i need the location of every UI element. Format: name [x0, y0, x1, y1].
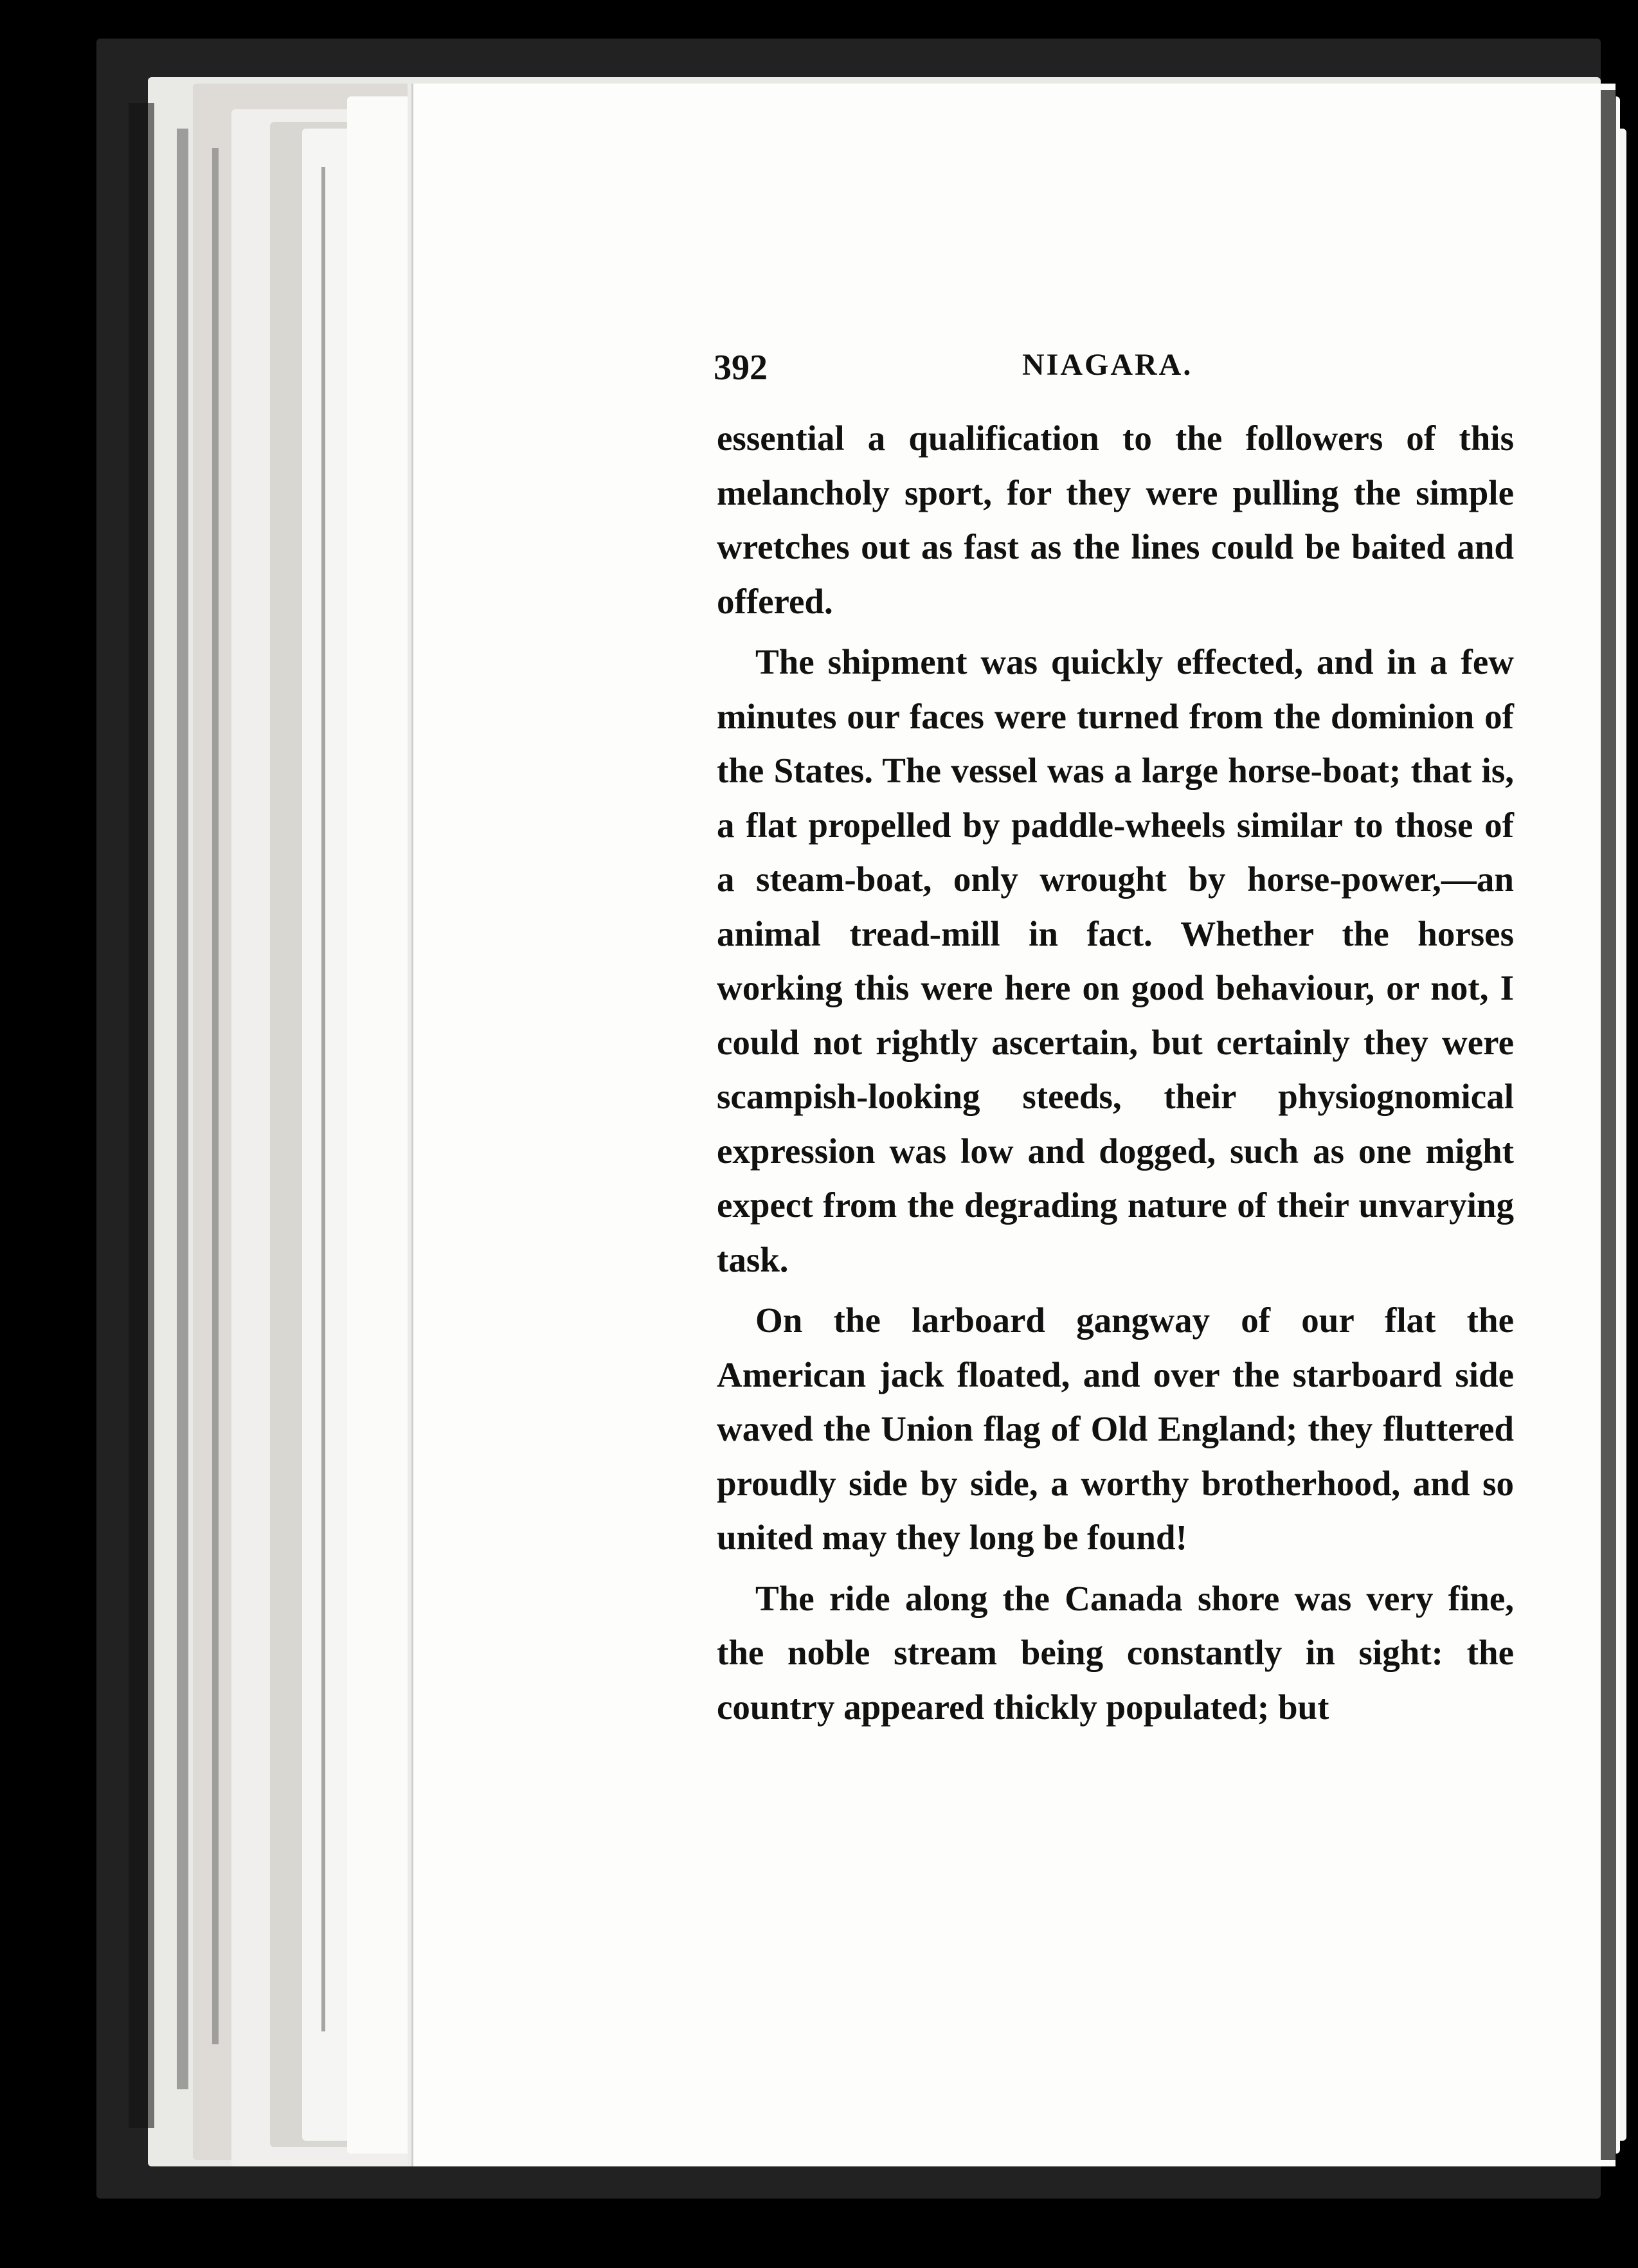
running-title: NIAGARA.	[1022, 348, 1193, 382]
binding-shadow	[177, 129, 188, 2089]
binding-shadow	[212, 148, 219, 2044]
paragraph: On the larboard gangway of our flat the American jack floated, and over the starboard side waved the Union flag of Old England; they fluttered proudly side by side, a worthy brotherhood, and so united may they long be found!	[717, 1300, 1514, 1557]
paragraph: The shipment was quickly effected, and in a few minutes our faces were turned from the dominion of the States. The vessel was a large horse-boat; that is, a flat propelled by paddle-wheels similar to those of a steam-boat, only wrought by horse-power,—an animal tread-mill in fact. Whether the horses working this were here on good behaviour, or not, I could not rightly ascertain, but certainly they were scampish-looking steeds, their physiognomical expression was low and dogged, such as one might expect from the degrading nature of their unvarying task.	[717, 642, 1514, 1279]
binding-shadow	[321, 167, 325, 2031]
paragraph: The ride along the Canada shore was very fine, the noble stream being constantly in sight: the country appeared thickly populated; but	[717, 1578, 1514, 1727]
binding-shadow	[129, 103, 154, 2128]
page-right-edge-shadow	[1601, 90, 1616, 2160]
paragraph: essential a qualification to the followers of this melancholy sport, for they were pulling the simple wretches out as fast as the lines could be baited and offered.	[717, 419, 1514, 621]
body-text	[717, 411, 1514, 1741]
running-head	[714, 347, 1193, 399]
page-number: 392	[714, 348, 768, 388]
